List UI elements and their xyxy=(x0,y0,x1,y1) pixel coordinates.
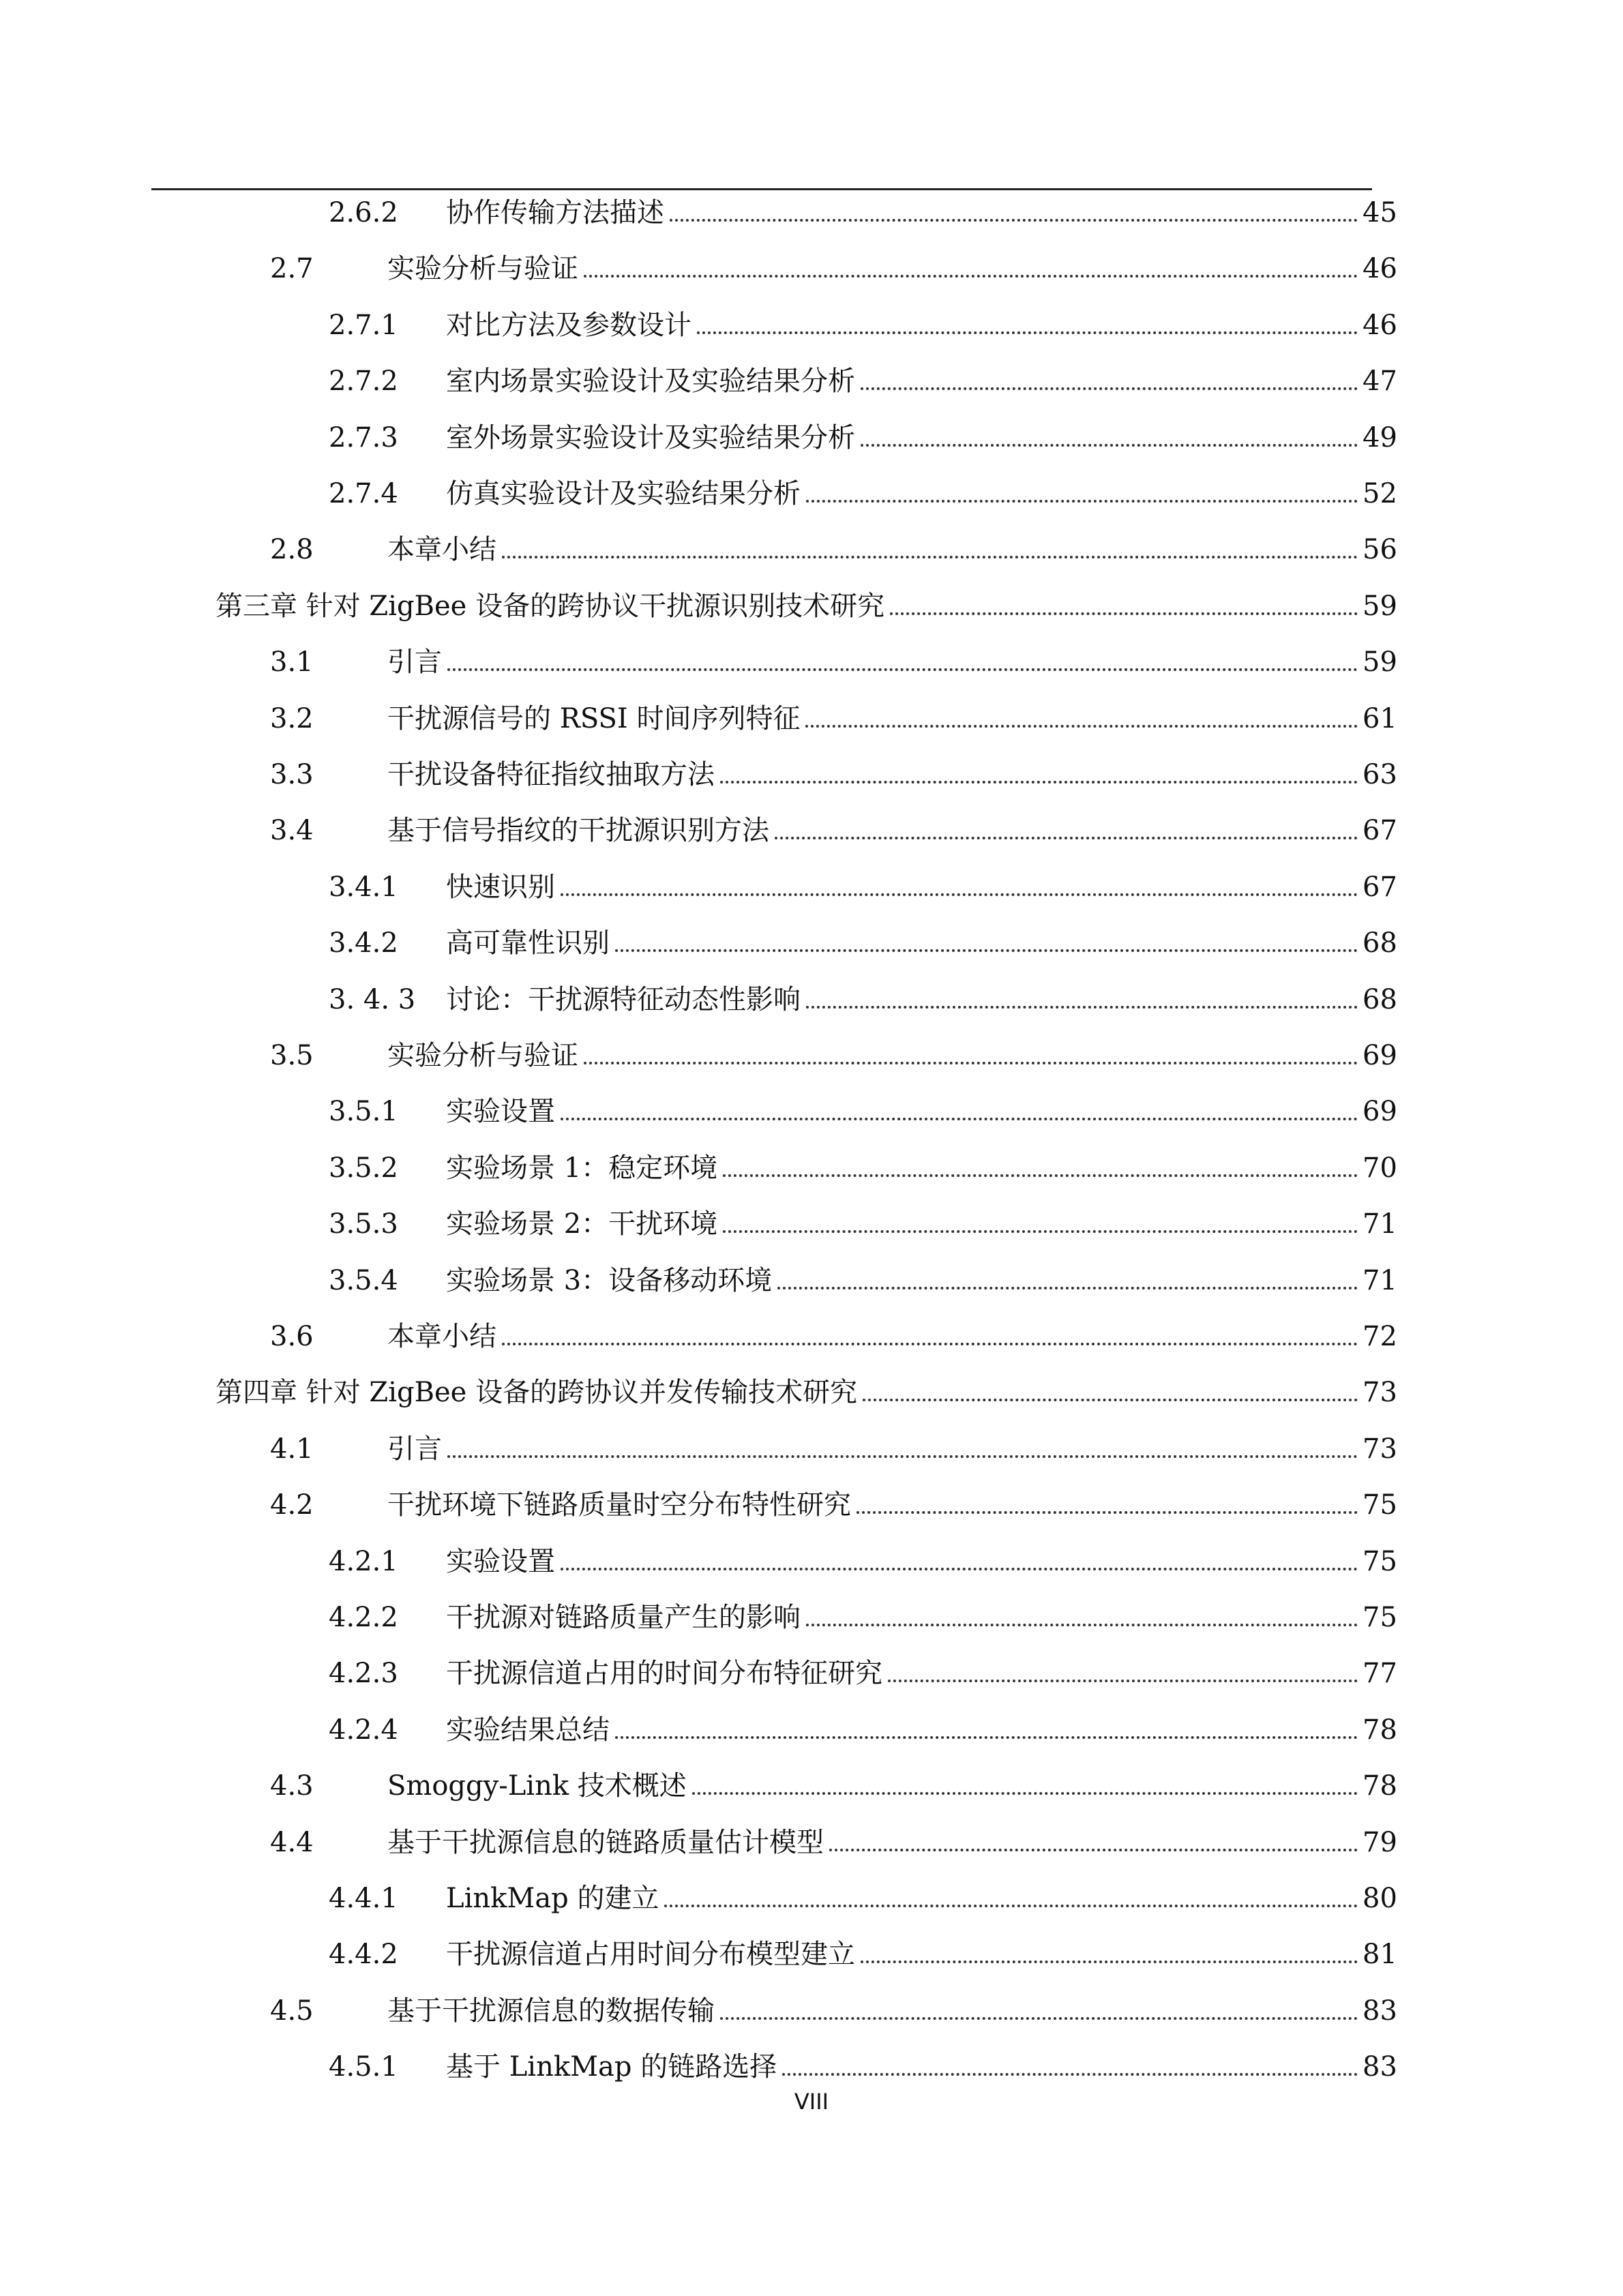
toc-dot-leader xyxy=(561,1568,1358,1570)
toc-entry-title: 讨论：干扰源特征动态性影响 xyxy=(446,983,801,1015)
toc-entry-number: 4.2.1 xyxy=(329,1545,398,1577)
toc-entry-number: 3. 4. 3 xyxy=(329,983,416,1015)
toc-entry-title: 协作传输方法描述 xyxy=(446,197,664,228)
toc-dot-leader xyxy=(615,949,1358,952)
toc-entry-page: 77 xyxy=(1363,1658,1397,1690)
toc-entry-number: 4.5 xyxy=(270,1995,314,2027)
toc-entry-number: 3.5 xyxy=(270,1040,314,1071)
toc-entry[interactable] xyxy=(0,1878,1623,1919)
toc-entry-page: 70 xyxy=(1363,1152,1397,1184)
toc-dot-leader xyxy=(890,612,1358,615)
toc-entry-title: 实验设置 xyxy=(446,1096,555,1128)
toc-dot-leader xyxy=(888,1680,1358,1682)
toc-entry[interactable] xyxy=(0,192,1623,233)
toc-entry-main xyxy=(387,248,1360,289)
toc-dot-leader xyxy=(829,1849,1358,1851)
toc-entry-main xyxy=(446,1710,1360,1750)
toc-entry[interactable] xyxy=(0,417,1623,458)
toc-entry-title: 引言 xyxy=(387,1433,442,1465)
toc-entry-main xyxy=(446,1878,1360,1919)
toc-entry-title: 第三章 针对 ZigBee 设备的跨协议干扰源识别技术研究 xyxy=(215,590,885,622)
toc-entry-page: 83 xyxy=(1363,1995,1397,2027)
toc-entry-page: 78 xyxy=(1363,1770,1397,1802)
toc-entry-title: 基于信号指纹的干扰源识别方法 xyxy=(387,815,769,847)
toc-dot-leader xyxy=(447,668,1358,671)
toc-entry-number: 3.5.1 xyxy=(329,1096,398,1128)
toc-entry-number: 4.2.2 xyxy=(329,1602,398,1633)
toc-entry-number: 3.6 xyxy=(270,1321,314,1352)
toc-entry-title: 实验场景 2：干扰环境 xyxy=(446,1208,718,1240)
toc-entry-main xyxy=(446,1597,1360,1638)
toc-entry-page: 73 xyxy=(1363,1377,1397,1409)
toc-entry-title: 实验设置 xyxy=(446,1545,555,1577)
toc-entry-number: 3.4 xyxy=(270,815,314,847)
toc-entry-page: 59 xyxy=(1363,590,1397,622)
toc-entry-main xyxy=(387,754,1360,795)
toc-dot-leader xyxy=(723,1174,1358,1177)
toc-entry-title: 基于干扰源信息的链路质量估计模型 xyxy=(387,1826,824,1858)
toc-entry-page: 75 xyxy=(1363,1489,1397,1521)
toc-entry[interactable] xyxy=(0,361,1623,402)
toc-entry-page: 61 xyxy=(1363,702,1397,734)
toc-entry-number: 3.5.2 xyxy=(329,1152,398,1184)
toc-entry-title: 本章小结 xyxy=(387,534,496,566)
toc-entry[interactable] xyxy=(0,1541,1623,1582)
toc-dot-leader xyxy=(584,275,1358,278)
toc-entry-main xyxy=(446,2046,1360,2087)
toc-dot-leader xyxy=(692,1792,1358,1795)
toc-dot-leader xyxy=(863,1399,1358,1401)
toc-entry[interactable] xyxy=(0,586,1623,627)
toc-dot-leader xyxy=(447,1455,1358,1458)
toc-dot-leader xyxy=(697,331,1358,334)
toc-entry-number: 2.7 xyxy=(270,253,314,285)
toc-entry-number: 3.4.1 xyxy=(329,871,398,903)
toc-dot-leader xyxy=(857,1511,1358,1514)
toc-entry-page: 71 xyxy=(1363,1264,1397,1296)
toc-entry-page: 69 xyxy=(1363,1040,1397,1071)
toc-entry-page: 75 xyxy=(1363,1545,1397,1577)
toc-entry-number: 4.4.2 xyxy=(329,1939,398,1971)
toc-entry-main xyxy=(387,1822,1360,1863)
toc-entry-number: 2.7.4 xyxy=(329,478,398,509)
toc-entry-number: 3.5.4 xyxy=(329,1264,398,1296)
toc-entry-main xyxy=(215,1372,1360,1413)
toc-entry-main xyxy=(446,417,1360,458)
toc-entry[interactable] xyxy=(0,979,1623,1020)
toc-entry-number: 2.8 xyxy=(270,534,314,566)
toc-entry-page: 73 xyxy=(1363,1433,1397,1465)
toc-entry[interactable] xyxy=(0,1429,1623,1470)
toc-entry-page: 49 xyxy=(1363,421,1397,453)
toc-entry-page: 71 xyxy=(1363,1208,1397,1240)
toc-dot-leader xyxy=(806,1624,1358,1626)
toc-dot-leader xyxy=(561,1118,1358,1120)
toc-entry-number: 2.6.2 xyxy=(329,197,398,228)
toc-entry-page: 67 xyxy=(1363,871,1397,903)
toc-entry-title: 干扰源信道占用的时间分布特征研究 xyxy=(446,1658,882,1690)
toc-entry-title: 干扰源对链路质量产生的影响 xyxy=(446,1602,801,1633)
toc-entry-title: 快速识别 xyxy=(446,871,555,903)
toc-entry-number: 3.3 xyxy=(270,759,314,790)
toc-dot-leader xyxy=(502,1343,1358,1345)
toc-entry[interactable] xyxy=(0,754,1623,795)
toc-entry[interactable] xyxy=(0,698,1623,739)
toc-entry-page: 75 xyxy=(1363,1602,1397,1633)
toc-entry-number: 4.5.1 xyxy=(329,2051,398,2083)
toc-entry-number: 2.7.2 xyxy=(329,366,398,398)
toc-entry[interactable] xyxy=(0,1372,1623,1413)
toc-entry-title: 高可靠性识别 xyxy=(446,927,610,959)
toc-dot-leader xyxy=(782,2073,1358,2076)
toc-entry-main xyxy=(387,810,1360,851)
toc-entry-page: 83 xyxy=(1363,2051,1397,2083)
toc-entry-main xyxy=(446,305,1360,346)
toc-entry-number: 4.1 xyxy=(270,1433,314,1465)
toc-entry-title: 对比方法及参数设计 xyxy=(446,309,691,341)
toc-entry-title: 干扰设备特征指纹抽取方法 xyxy=(387,759,715,790)
toc-entry[interactable] xyxy=(0,1765,1623,1806)
toc-entry-number: 4.2.4 xyxy=(329,1714,398,1746)
toc-entry-main xyxy=(446,1148,1360,1189)
toc-dot-leader xyxy=(777,1287,1358,1289)
toc-dot-leader xyxy=(806,500,1358,503)
toc-entry-title: 本章小结 xyxy=(387,1321,496,1352)
toc-entry-main xyxy=(387,1316,1360,1357)
toc-entry-title: 第四章 针对 ZigBee 设备的跨协议并发传输技术研究 xyxy=(215,1377,858,1409)
toc-entry-title: 室内场景实验设计及实验结果分析 xyxy=(446,366,855,398)
toc-dot-leader xyxy=(861,387,1358,390)
toc-entry[interactable] xyxy=(0,1991,1623,2031)
toc-entry-main xyxy=(446,1204,1360,1244)
toc-entry-number: 2.7.1 xyxy=(329,309,398,341)
toc-entry-main xyxy=(446,867,1360,908)
toc-entry-title: 引言 xyxy=(387,646,442,679)
toc-entry-title: 干扰源信号的 RSSI 时间序列特征 xyxy=(387,702,801,734)
toc-entry-main xyxy=(446,1934,1360,1975)
toc-entry[interactable] xyxy=(0,1316,1623,1357)
toc-entry-title: 实验分析与验证 xyxy=(387,253,578,285)
toc-entry-title: 实验分析与验证 xyxy=(387,1040,578,1071)
toc-dot-leader xyxy=(615,1736,1358,1739)
toc-entry-main xyxy=(387,698,1360,739)
toc-dot-leader xyxy=(584,1062,1358,1064)
toc-entry-page: 81 xyxy=(1363,1939,1397,1971)
toc-entry-title: 干扰环境下链路质量时空分布特性研究 xyxy=(387,1489,851,1521)
toc-entry-page: 52 xyxy=(1363,478,1397,509)
toc-entry[interactable] xyxy=(0,642,1623,683)
toc-entry[interactable] xyxy=(0,810,1623,851)
toc-entry-number: 3.2 xyxy=(270,702,314,734)
toc-entry-main xyxy=(387,1429,1360,1470)
toc-entry[interactable] xyxy=(0,1485,1623,1525)
toc-entry-number: 4.4.1 xyxy=(329,1883,398,1914)
toc-entry-main xyxy=(446,923,1360,964)
toc-dot-leader xyxy=(805,725,1358,728)
toc-entry-title: 基于 LinkMap 的链路选择 xyxy=(446,2051,777,2083)
toc-entry[interactable] xyxy=(0,305,1623,346)
toc-entry[interactable] xyxy=(0,1035,1623,1076)
toc-entry-title: 实验场景 3：设备移动环境 xyxy=(446,1264,773,1296)
toc-entry-number: 4.2 xyxy=(270,1489,314,1521)
toc-entry-main xyxy=(446,1653,1360,1694)
toc-dot-leader xyxy=(861,444,1358,447)
toc-entry-main xyxy=(387,642,1360,683)
toc-entry[interactable] xyxy=(0,923,1623,964)
toc-entry[interactable] xyxy=(0,1934,1623,1975)
toc-dot-leader xyxy=(861,1960,1358,1963)
toc-entry-main xyxy=(446,1260,1360,1301)
toc-dot-leader xyxy=(720,781,1358,784)
toc-entry-page: 78 xyxy=(1363,1714,1397,1746)
page-number: VIII xyxy=(794,2089,829,2115)
toc-entry-main xyxy=(446,1541,1360,1582)
toc-entry[interactable] xyxy=(0,1260,1623,1301)
toc-entry-number: 3.1 xyxy=(270,646,314,679)
toc-entry-title: LinkMap 的建立 xyxy=(446,1883,659,1914)
toc-entry-page: 79 xyxy=(1363,1826,1397,1858)
toc-dot-leader xyxy=(775,837,1358,839)
toc-entry-number: 4.3 xyxy=(270,1770,314,1802)
toc-entry-main xyxy=(387,1991,1360,2031)
toc-entry-page: 68 xyxy=(1363,927,1397,959)
toc-entry-title: 室外场景实验设计及实验结果分析 xyxy=(446,421,855,453)
toc-entry-title: 基于干扰源信息的数据传输 xyxy=(387,1995,715,2027)
toc-entry[interactable] xyxy=(0,1091,1623,1132)
toc-entry-main xyxy=(215,586,1360,627)
toc-entry-page: 72 xyxy=(1363,1321,1397,1352)
toc-entry[interactable] xyxy=(0,1710,1623,1750)
toc-entry-number: 4.2.3 xyxy=(329,1658,398,1690)
toc-entry-title: 干扰源信道占用时间分布模型建立 xyxy=(446,1939,855,1971)
toc-entry[interactable] xyxy=(0,1822,1623,1863)
toc-entry-page: 46 xyxy=(1363,253,1397,285)
toc-dot-leader xyxy=(502,556,1358,558)
toc-entry[interactable] xyxy=(0,867,1623,908)
toc-dot-leader xyxy=(723,1230,1358,1233)
toc-entry-main xyxy=(446,1091,1360,1132)
toc-entry-page: 47 xyxy=(1363,366,1397,398)
toc-entry-main xyxy=(387,1485,1360,1525)
toc-dot-leader xyxy=(561,893,1358,896)
toc-entry[interactable] xyxy=(0,1597,1623,1638)
header-rule xyxy=(151,188,1372,190)
toc-entry[interactable] xyxy=(0,473,1623,514)
toc-dot-leader xyxy=(720,2017,1358,2020)
toc-entry[interactable] xyxy=(0,1653,1623,1694)
toc-entry-main xyxy=(387,1035,1360,1076)
toc-entry-title: Smoggy-Link 技术概述 xyxy=(387,1770,687,1802)
toc-entry-page: 67 xyxy=(1363,815,1397,847)
toc-entry-main xyxy=(446,361,1360,402)
toc-dot-leader xyxy=(806,1006,1358,1009)
toc-entry[interactable] xyxy=(0,248,1623,289)
toc-entry-page: 68 xyxy=(1363,983,1397,1015)
toc-entry-title: 实验场景 1：稳定环境 xyxy=(446,1152,718,1184)
toc-entry-number: 3.5.3 xyxy=(329,1208,398,1240)
toc-entry-page: 80 xyxy=(1363,1883,1397,1914)
toc-entry-number: 2.7.3 xyxy=(329,421,398,453)
toc-entry-number: 4.4 xyxy=(270,1826,314,1858)
toc-entry[interactable] xyxy=(0,1148,1623,1189)
toc-entry-page: 46 xyxy=(1363,309,1397,341)
toc-entry-page: 45 xyxy=(1363,197,1397,228)
toc-entry[interactable] xyxy=(0,529,1623,570)
toc-entry-page: 59 xyxy=(1363,646,1397,679)
toc-entry-main xyxy=(446,192,1360,233)
toc-entry-main xyxy=(387,529,1360,570)
toc-dot-leader xyxy=(670,219,1358,222)
toc-entry-main xyxy=(446,979,1360,1020)
toc-entry-main xyxy=(446,473,1360,514)
toc-entry-title: 仿真实验设计及实验结果分析 xyxy=(446,478,801,509)
toc-entry-page: 56 xyxy=(1363,534,1397,566)
toc-entry-page: 69 xyxy=(1363,1096,1397,1128)
toc-entry-page: 63 xyxy=(1363,759,1397,790)
toc-dot-leader xyxy=(664,1905,1358,1907)
toc-entry-number: 3.4.2 xyxy=(329,927,398,959)
toc-entry-main xyxy=(387,1765,1360,1806)
toc-entry[interactable] xyxy=(0,1204,1623,1244)
toc-entry[interactable] xyxy=(0,2046,1623,2087)
toc-entry-title: 实验结果总结 xyxy=(446,1714,610,1746)
